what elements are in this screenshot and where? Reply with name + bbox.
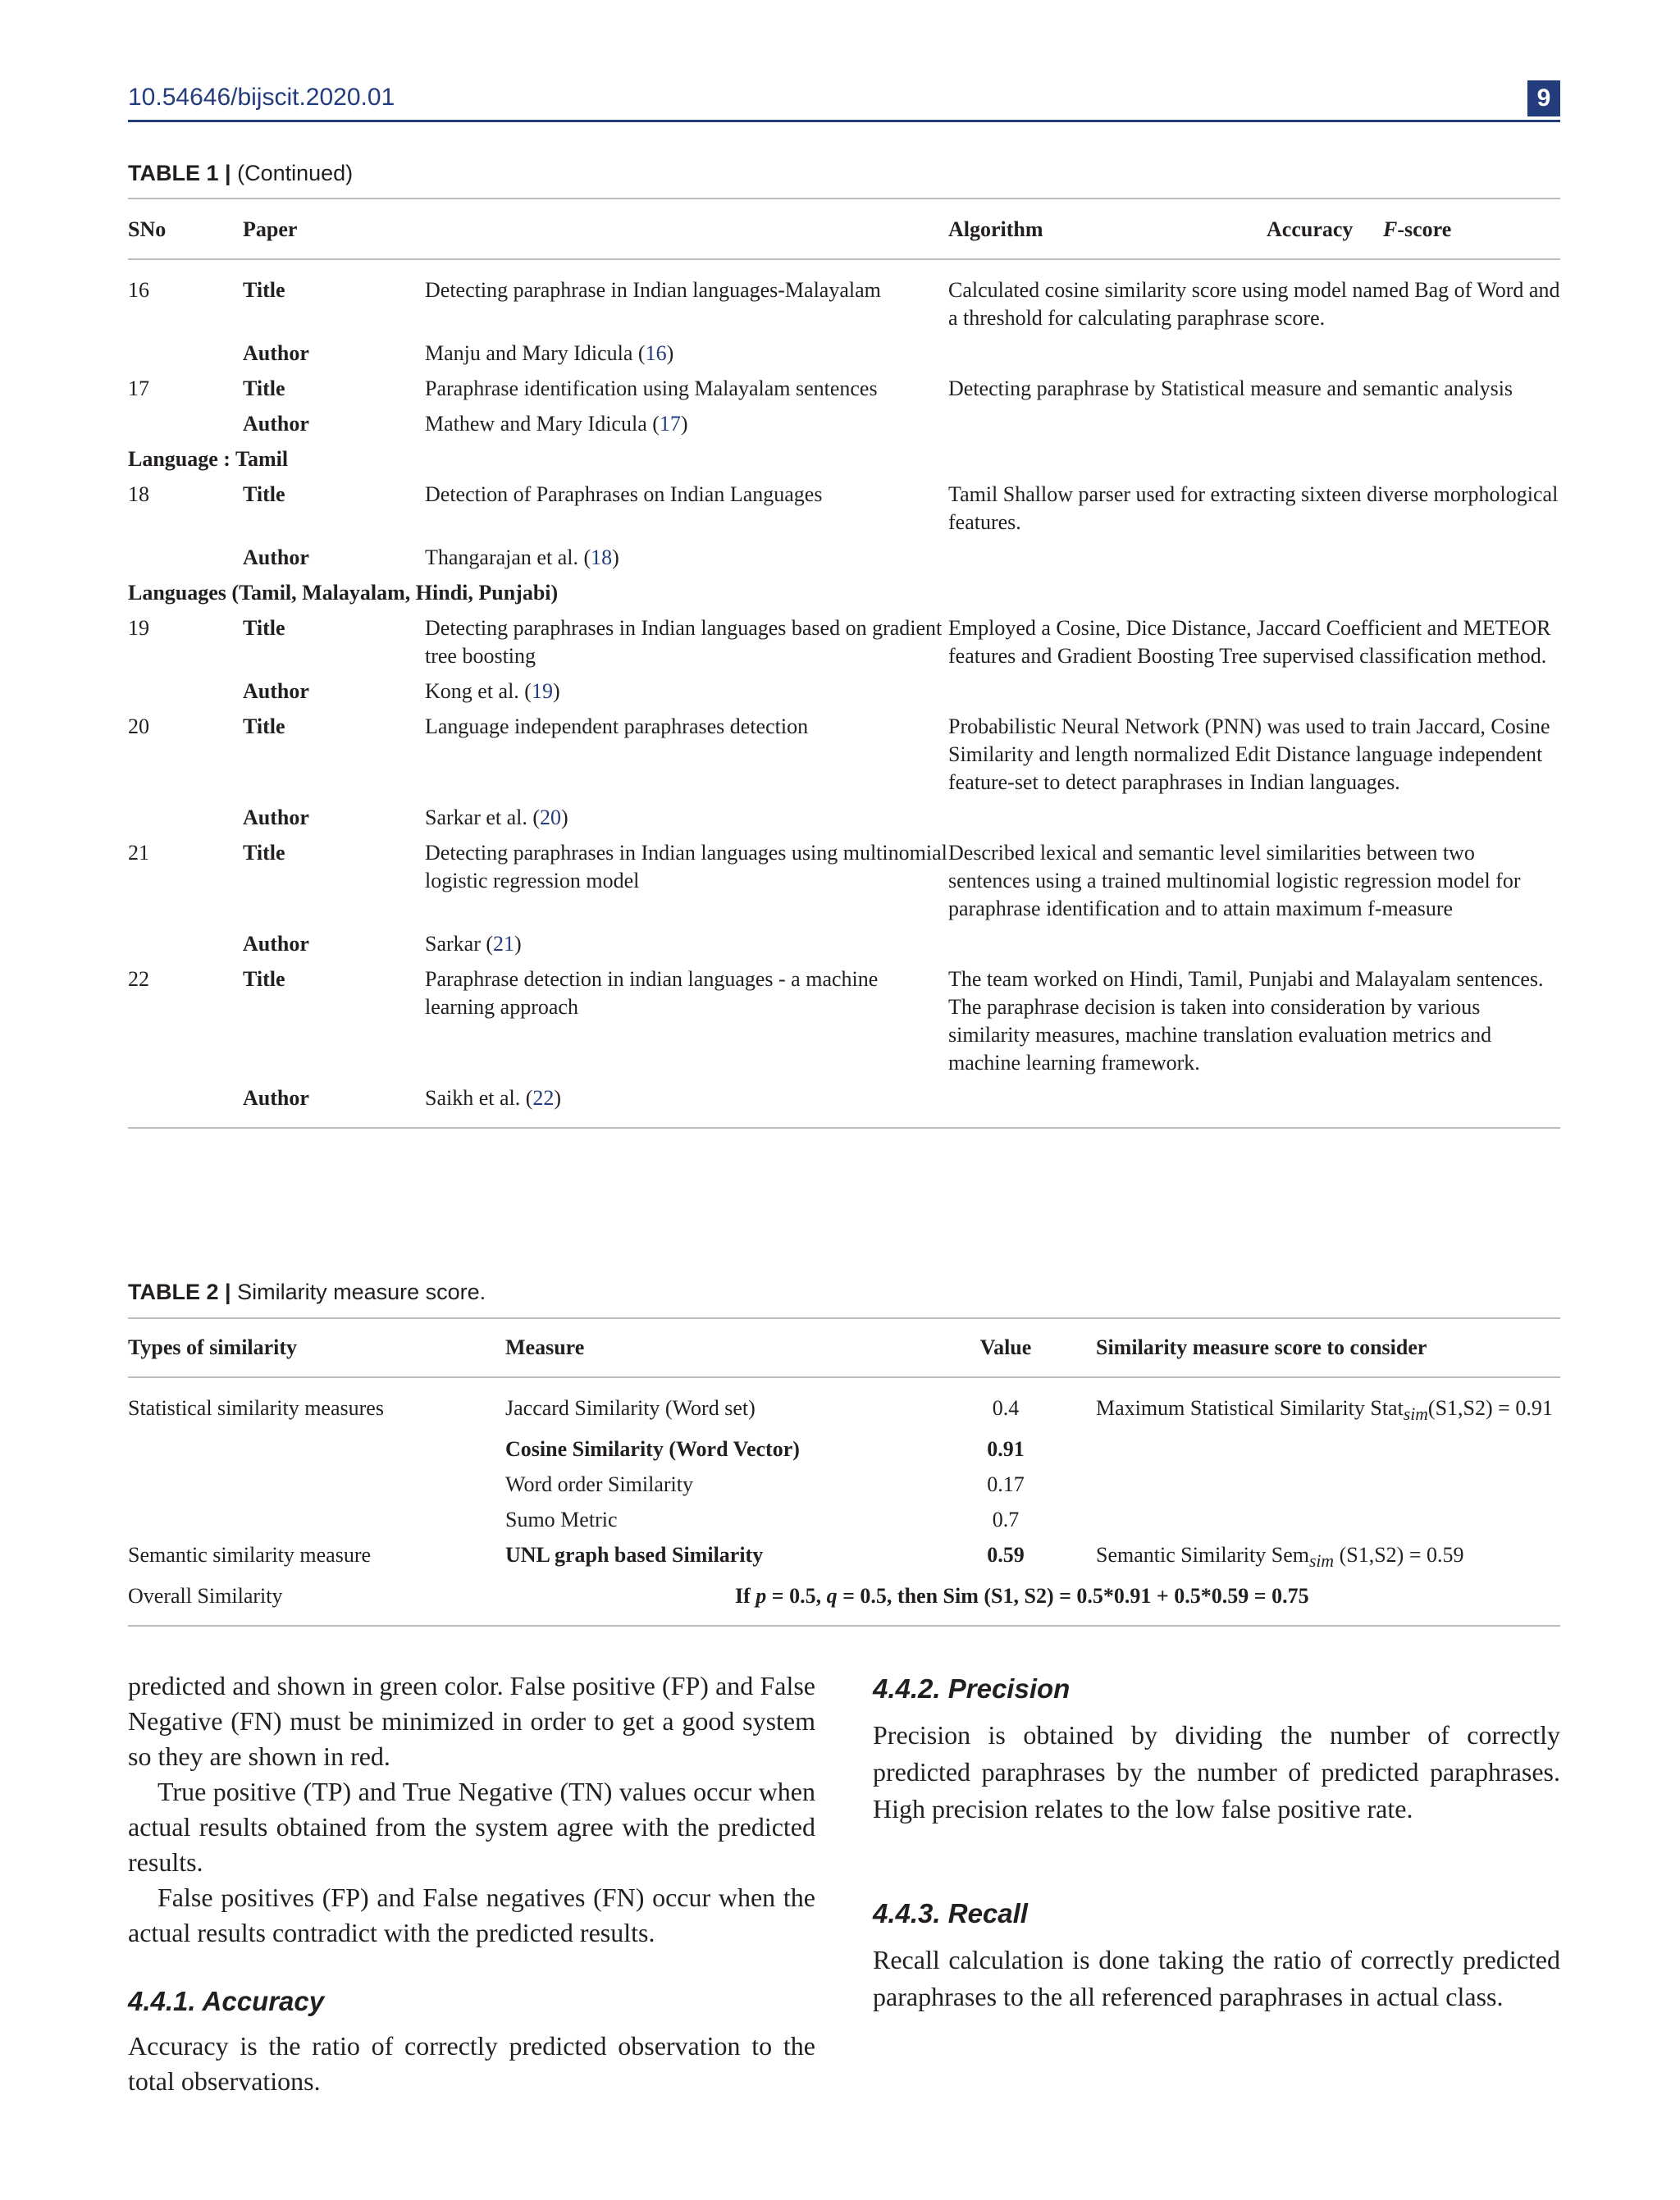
- paper-author: Manju and Mary Idicula (16): [425, 341, 674, 365]
- row-sno: 16: [128, 278, 149, 302]
- table-row: [128, 930, 1560, 965]
- table-row: [128, 713, 1560, 804]
- paper-author: Mathew and Mary Idicula (17): [425, 412, 688, 436]
- table-row: [128, 1506, 1560, 1541]
- similarity-type: [128, 1471, 505, 1506]
- table1: [128, 198, 1560, 1129]
- similarity-type: Semantic similarity measure: [128, 1543, 372, 1568]
- table-row: [128, 410, 1560, 445]
- reference-link[interactable]: 22: [532, 1086, 555, 1110]
- algorithm-text: Described lexical and semantic level similarities between two sentences using a trained multinomial logistic regression model for paraphrase identification and to attain maximum f-measure: [948, 841, 1521, 920]
- table-row: [128, 1377, 1560, 1435]
- table-row: [128, 375, 1560, 410]
- section-label: Languages (Tamil, Malayalam, Hindi, Punjabi): [128, 581, 559, 605]
- paper-author: Sarkar (21): [425, 932, 522, 956]
- running-header: [128, 80, 1560, 122]
- measure-value: 0.91: [987, 1437, 1025, 1462]
- table-row: [128, 259, 1560, 340]
- title-label: Title: [243, 616, 285, 640]
- table1-caption-text: (Continued): [237, 161, 354, 185]
- algorithm-text: Calculated cosine similarity score using model named Bag of Word and a threshold for calculating paraphrase score.: [948, 278, 1560, 330]
- table-row: [128, 1541, 1560, 1582]
- table-section-row: [128, 579, 1560, 614]
- algorithm-text: The team worked on Hindi, Tamil, Punjabi and Malayalam sentences. The paraphrase decision is taken into consideration by various similarity measures, machine translation evaluation metrics and machine learning framework.: [948, 967, 1544, 1075]
- author-label: Author: [243, 545, 309, 569]
- section-heading-recall: 4.4.3. Recall: [873, 1898, 1028, 1928]
- table-row: [128, 1435, 1560, 1471]
- table1-caption-label: TABLE 1 |: [128, 161, 231, 185]
- header-fscore-rest: -score: [1397, 217, 1452, 241]
- header-algorithm: Algorithm: [948, 217, 1043, 241]
- header-score: Similarity measure score to consider: [1080, 1318, 1560, 1377]
- table-row: [128, 481, 1560, 544]
- author-label: Author: [243, 1084, 425, 1128]
- reference-link[interactable]: 20: [540, 806, 562, 829]
- paper-author: Kong et al. (19): [425, 679, 560, 703]
- table1-header-row: [128, 199, 1560, 259]
- header-paper-spacer: [425, 199, 948, 259]
- table1-body: [128, 259, 1560, 1128]
- row-sno: 18: [128, 482, 149, 506]
- doi-text: 10.54646/bijscit.2020.01: [128, 84, 395, 111]
- table-section-row: [128, 445, 1560, 481]
- table-row: [128, 1084, 1560, 1128]
- table2-caption-label: TABLE 2 |: [128, 1280, 231, 1304]
- author-label: Author: [243, 341, 309, 365]
- body-paragraph: False positives (FP) and False negatives (FN) occur when the actual results contradict with the predicted results.: [128, 1883, 815, 1947]
- paper-title: Detection of Paraphrases on Indian Languages: [425, 482, 823, 506]
- paper-title: Language independent paraphrases detection: [425, 714, 809, 738]
- title-label: Title: [243, 841, 285, 865]
- paper-title: Paraphrase detection in indian languages - a machine learning approach: [425, 967, 879, 1019]
- table2: [128, 1317, 1560, 1627]
- right-column: [873, 1670, 1560, 2015]
- measure-value: 0.17: [987, 1472, 1025, 1497]
- algorithm-text: Detecting paraphrase by Statistical measure and semantic analysis: [948, 377, 1513, 400]
- title-label: Title: [243, 482, 285, 506]
- table-row: [128, 614, 1560, 678]
- table-row: [128, 340, 1560, 375]
- table-row: [128, 1582, 1560, 1626]
- title-label: Title: [243, 967, 285, 991]
- header-measure: Measure: [505, 1318, 932, 1377]
- paper-author: Sarkar et al. (20): [425, 806, 568, 829]
- measure-score: Maximum Statistical Similarity Stat$_{sim}$(S1,S2) = 0.91: [1096, 1396, 1553, 1425]
- paper-author: Thangarajan et al. (18): [425, 545, 619, 569]
- title-label: Title: [243, 278, 285, 302]
- section-heading-precision: 4.4.2. Precision: [873, 1673, 1071, 1704]
- author-label: Author: [243, 679, 309, 703]
- measure-name: Word order Similarity: [505, 1472, 693, 1497]
- measure-score: Semantic Similarity Sem$_{sim}$ (S1,S2) = 0.59: [1096, 1543, 1464, 1572]
- body-paragraph: True positive (TP) and True Negative (TN) values occur when actual results obtained from the system agree with the predicted results.: [128, 1777, 815, 1877]
- header-paper: Paper: [243, 199, 425, 259]
- table-row: [128, 839, 1560, 930]
- overall-formula: If p = 0.5, q = 0.5, then Sim (S1, S2) = 0.5*0.91 + 0.5*0.59 = 0.75: [505, 1582, 1560, 1626]
- author-label: Author: [243, 932, 309, 956]
- header-algorithm-group: [948, 199, 1560, 259]
- header-types: Types of similarity: [128, 1318, 505, 1377]
- table2-caption: [128, 1280, 486, 1305]
- title-label: Title: [243, 714, 285, 738]
- body-paragraph: Recall calculation is done taking the ratio of correctly predicted paraphrases to the all referenced paraphrases in actual class.: [873, 1945, 1560, 2011]
- left-column: [128, 1668, 815, 2099]
- body-paragraph: Accuracy is the ratio of correctly predicted observation to the total observations.: [128, 2031, 815, 2096]
- measure-name: Sumo Metric: [505, 1508, 618, 1532]
- author-label: Author: [243, 412, 309, 436]
- table1-caption: [128, 161, 353, 186]
- measure-value: 0.7: [992, 1508, 1020, 1532]
- row-sno: 20: [128, 714, 149, 738]
- row-sno: 19: [128, 616, 149, 640]
- header-value: Value: [932, 1318, 1080, 1377]
- reference-link[interactable]: 21: [493, 932, 515, 956]
- table2-caption-text: Similarity measure score.: [237, 1280, 486, 1304]
- section-label: Language : Tamil: [128, 447, 289, 471]
- body-paragraph: Precision is obtained by dividing the number of correctly predicted paraphrases by the number of predicted paraphrases. High precision relates to the low false positive rate.: [873, 1720, 1560, 1823]
- page-number: 9: [1527, 80, 1560, 116]
- similarity-type: [128, 1435, 505, 1471]
- header-fscore: [1383, 216, 1451, 244]
- reference-link[interactable]: 17: [659, 412, 681, 436]
- author-label: Author: [243, 806, 309, 829]
- row-sno: 21: [128, 841, 149, 865]
- measure-name: Jaccard Similarity (Word set): [505, 1396, 756, 1420]
- title-label: Title: [243, 377, 285, 400]
- table-row: [128, 544, 1560, 579]
- algorithm-text: Tamil Shallow parser used for extracting sixteen diverse morphological features.: [948, 482, 1559, 534]
- measure-value: 0.59: [987, 1543, 1025, 1568]
- row-sno: 22: [128, 967, 149, 991]
- reference-link[interactable]: 18: [591, 545, 613, 569]
- paper-title: Detecting paraphrase in Indian languages-Malayalam: [425, 278, 881, 302]
- similarity-type: Statistical similarity measures: [128, 1396, 384, 1420]
- header-fscore-italic: F: [1383, 217, 1398, 241]
- paper-title: Detecting paraphrases in Indian languages using multinomial logistic regression model: [425, 841, 947, 892]
- algorithm-text: Probabilistic Neural Network (PNN) was used to train Jaccard, Cosine Similarity and length normalized Edit Distance language independent feature-set to detect paraphrases in Indian languages.: [948, 714, 1550, 794]
- section-heading-accuracy: 4.4.1. Accuracy: [128, 1986, 325, 2016]
- measure-name: Cosine Similarity (Word Vector): [505, 1437, 800, 1462]
- header-accuracy: Accuracy: [1267, 217, 1354, 241]
- body-paragraph: predicted and shown in green color. False positive (FP) and False Negative (FN) must be minimized in order to get a good system so they are shown in red.: [128, 1671, 815, 1771]
- row-sno: 17: [128, 377, 149, 400]
- paper-author: Saikh et al. (22): [425, 1084, 948, 1128]
- paper-title: Detecting paraphrases in Indian languages based on gradient tree boosting: [425, 616, 943, 668]
- table-row: [128, 965, 1560, 1084]
- similarity-type: Overall Similarity: [128, 1582, 505, 1626]
- table-row: [128, 804, 1560, 839]
- table-row: [128, 1471, 1560, 1506]
- reference-link[interactable]: 19: [531, 679, 553, 703]
- header-sno: SNo: [128, 199, 243, 259]
- measure-name: UNL graph based Similarity: [505, 1543, 764, 1568]
- table2-header-row: [128, 1318, 1560, 1377]
- similarity-type: [128, 1506, 505, 1541]
- measure-value: 0.4: [992, 1396, 1020, 1420]
- reference-link[interactable]: 16: [645, 341, 667, 365]
- table2-body: [128, 1377, 1560, 1626]
- table-row: [128, 678, 1560, 713]
- algorithm-text: Employed a Cosine, Dice Distance, Jaccard Coefficient and METEOR features and Gradient Boosting Tree supervised classification method.: [948, 616, 1551, 668]
- paper-title: Paraphrase identification using Malayalam sentences: [425, 377, 878, 400]
